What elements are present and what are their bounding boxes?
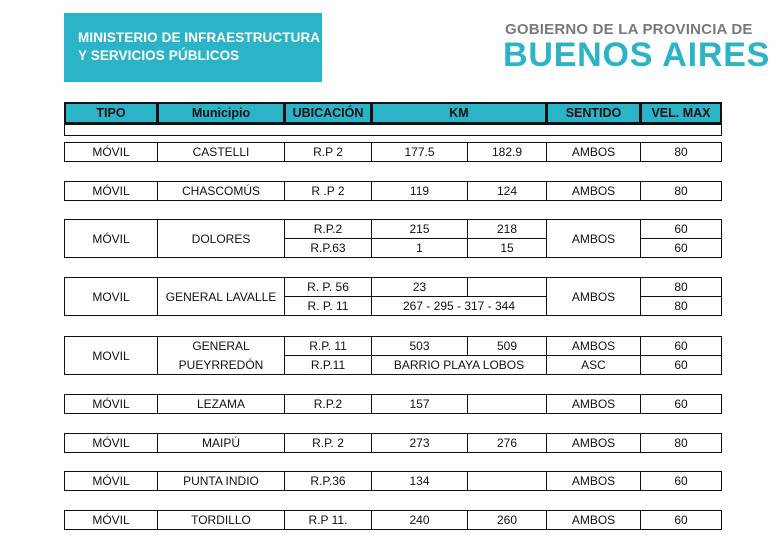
column-header-municipio: Municipio (157, 102, 285, 124)
ubicacion-cell: R.P. 11 (284, 336, 372, 356)
sentido-cell: AMBOS (546, 336, 641, 356)
ministry-title-line1: MINISTERIO DE INFRAESTRUCTURA (78, 30, 321, 45)
column-header-sentido: SENTIDO (546, 102, 641, 124)
ubicacion-cell: R .P 2 (284, 181, 372, 201)
municipio-name-line: LEZAMA (196, 397, 245, 411)
km-start-cell: 240 (371, 510, 468, 530)
km-range-cell: 267 - 295 - 317 - 344 (371, 296, 547, 316)
municipio-cell (157, 394, 285, 414)
ministry-banner (64, 13, 322, 82)
tipo-cell: MÓVIL (64, 433, 158, 453)
km-end-cell: 15 (467, 238, 547, 258)
municipio-cell (157, 219, 285, 258)
vel-max-cell: 60 (640, 336, 722, 356)
km-end-cell: 509 (467, 336, 547, 356)
km-start-cell: 119 (371, 181, 468, 201)
column-header-tipo: TIPO (64, 102, 158, 124)
vel-max-cell: 80 (640, 277, 722, 297)
tipo-cell: MÓVIL (64, 510, 158, 530)
km-start-cell: 503 (371, 336, 468, 356)
sentido-cell: ASC (546, 355, 641, 375)
municipio-name-line: MAIPÚ (201, 436, 240, 450)
tipo-cell: MÓVIL (64, 142, 158, 162)
vel-max-cell: 80 (640, 433, 722, 453)
tipo-cell: MÓVIL (64, 394, 158, 414)
km-range-cell: BARRIO PLAYA LOBOS (371, 355, 547, 375)
municipio-name-line: GENERAL LAVALLE (165, 289, 277, 304)
column-header-ubicacion: UBICACIÓN (284, 102, 372, 124)
vel-max-cell: 80 (640, 181, 722, 201)
sentido-cell: AMBOS (546, 181, 641, 201)
km-start-cell: 157 (371, 394, 468, 414)
municipio-cell (157, 510, 285, 530)
vel-max-cell: 60 (640, 394, 722, 414)
tipo-cell: MÓVIL (64, 219, 158, 258)
tipo-cell: MOVIL (64, 277, 158, 316)
column-header-km: KM (371, 102, 547, 124)
tipo-cell: MÓVIL (64, 471, 158, 491)
government-label: GOBIERNO DE LA PROVINCIA DE (505, 21, 753, 38)
km-end-cell: 276 (467, 433, 547, 453)
vel-max-cell: 60 (640, 355, 722, 375)
ubicacion-cell: R.P. 2 (284, 433, 372, 453)
municipio-name-line: PUNTA INDIO (183, 474, 259, 488)
sentido-cell: AMBOS (546, 277, 641, 316)
municipio-name-line: CHASCOMÚS (181, 184, 260, 198)
header-spacer-bar (64, 124, 722, 136)
municipio-cell (157, 142, 285, 162)
ubicacion-cell: R.P.63 (284, 238, 372, 258)
ubicacion-cell: R.P.11 (284, 355, 372, 375)
vel-max-cell: 80 (640, 296, 722, 316)
province-logo-text: BUENOS AIRES (503, 36, 771, 74)
ubicacion-cell: R.P 11. (284, 510, 372, 530)
ubicacion-cell: R.P 2 (284, 142, 372, 162)
km-start-cell: 177.5 (371, 142, 468, 162)
municipio-cell (157, 181, 285, 201)
tipo-cell: MÓVIL (64, 181, 158, 201)
km-start-cell: 273 (371, 433, 468, 453)
sentido-cell: AMBOS (546, 394, 641, 414)
km-end-cell (467, 394, 547, 414)
municipio-name-line: TORDILLO (191, 513, 251, 527)
municipio-cell (157, 336, 285, 375)
km-end-cell (467, 471, 547, 491)
km-end-cell: 182.9 (467, 142, 547, 162)
ministry-title-line2: Y SERVICIOS PÚBLICOS (78, 48, 240, 63)
sentido-cell: AMBOS (546, 510, 641, 530)
ubicacion-cell: R.P.36 (284, 471, 372, 491)
municipio-name-line: GENERAL (192, 338, 250, 353)
sentido-cell: AMBOS (546, 219, 641, 258)
municipio-cell (157, 277, 285, 316)
km-end-cell: 218 (467, 219, 547, 239)
municipio-cell (157, 433, 285, 453)
ubicacion-cell: R. P. 56 (284, 277, 372, 297)
km-start-cell: 134 (371, 471, 468, 491)
km-start-cell: 23 (371, 277, 468, 297)
km-end-cell (467, 277, 547, 297)
km-start-cell: 215 (371, 219, 468, 239)
column-header-vel-max: VEL. MAX (640, 102, 722, 124)
ubicacion-cell: R.P.2 (284, 394, 372, 414)
municipio-name-line: PUEYRREDÓN (178, 357, 264, 372)
sentido-cell: AMBOS (546, 433, 641, 453)
municipio-cell (157, 471, 285, 491)
km-end-cell: 124 (467, 181, 547, 201)
km-start-cell: 1 (371, 238, 468, 258)
sentido-cell: AMBOS (546, 471, 641, 491)
vel-max-cell: 60 (640, 238, 722, 258)
sentido-cell: AMBOS (546, 142, 641, 162)
municipio-name-line: CASTELLI (192, 145, 250, 159)
km-end-cell: 260 (467, 510, 547, 530)
tipo-cell: MOVIL (64, 336, 158, 375)
vel-max-cell: 60 (640, 510, 722, 530)
ubicacion-cell: R.P.2 (284, 219, 372, 239)
municipio-name-line: DOLORES (191, 231, 251, 246)
vel-max-cell: 60 (640, 219, 722, 239)
vel-max-cell: 80 (640, 142, 722, 162)
vel-max-cell: 60 (640, 471, 722, 491)
ubicacion-cell: R. P. 11 (284, 296, 372, 316)
